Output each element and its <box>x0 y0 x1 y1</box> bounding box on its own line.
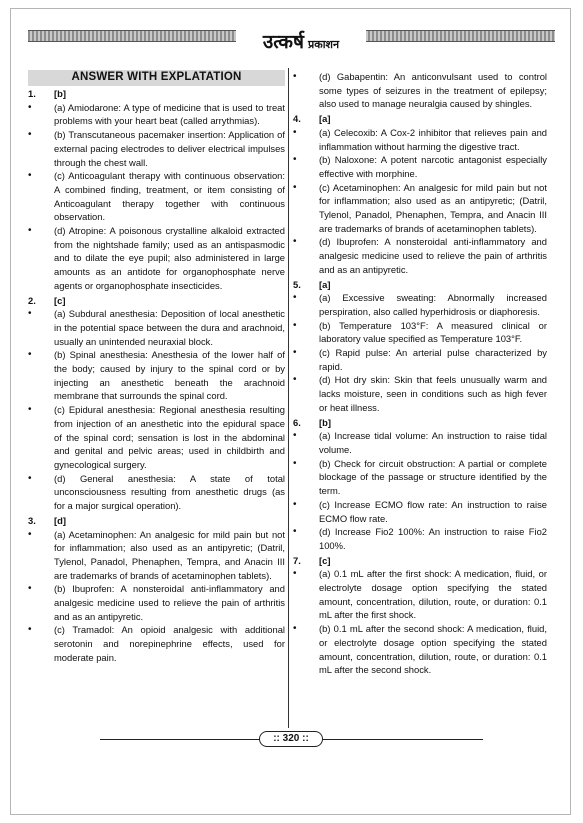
correct-answer: [a] <box>319 113 331 125</box>
bullet-icon: • <box>293 623 297 635</box>
option-text: (c) Tramadol: An opioid analgesic with additional serotonin and norepinephrine effects, used for moderate pain. <box>54 624 285 663</box>
option-text: (b) 0.1 mL after the second shock: A medication, fluid, or electrolyte dosage option specifying the stated amount, concentration, dilution, route, or duration: 0.1 mL after the second shock. <box>319 623 547 676</box>
answer-option <box>28 128 285 169</box>
answer-option <box>28 403 285 472</box>
answer-option <box>293 291 547 318</box>
question-answer <box>293 416 547 430</box>
bullet-icon: • <box>28 129 32 141</box>
option-text: (d) Atropine: A poisonous crystalline alkaloid extracted from the nightshade family; used as an antispasmodic and to dilate the eye pupil; also administered in large amounts as an antidote for organophosphate nerve agents or organophosphate insecticides. <box>54 225 285 291</box>
answer-option <box>293 498 547 525</box>
answer-option <box>28 582 285 623</box>
publisher-logo <box>236 18 366 52</box>
page-number: :: 320 :: <box>259 731 323 747</box>
answer-option <box>28 224 285 293</box>
answer-option <box>28 307 285 348</box>
bullet-icon: • <box>293 292 297 304</box>
option-text: (b) Spinal anesthesia: Anesthesia of the lower half of the body; caused by injury to the spinal cord or by injecting an anesthetic beneath the arachnoid membrane that surrounds the spinal cord. <box>54 349 285 402</box>
column-divider <box>288 68 289 728</box>
correct-answer: [b] <box>319 416 331 428</box>
bullet-icon: • <box>28 308 32 320</box>
option-text: (a) Increase tidal volume: An instruction to raise tidal volume. <box>319 430 547 455</box>
bullet-icon: • <box>28 170 32 182</box>
bullet-icon: • <box>293 126 297 138</box>
question-number: 4. <box>293 113 301 125</box>
bullet-icon: • <box>28 404 32 416</box>
option-text: (b) Naloxone: A potent narcotic antagonist especially effective with morphine. <box>319 154 547 179</box>
option-text: (a) Celecoxib: A Cox-2 inhibitor that relieves pain and inflammation without harming the digestive tract. <box>319 126 547 152</box>
option-text: (d) Increase Fio2 100%: An instruction to raise Fio2 100%. <box>319 526 547 551</box>
option-text: (b) Ibuprofen: A nonsteroidal anti-inflammatory and analgesic medicine used to relieve the pain of arthritis and as an antipyretic. <box>54 583 285 622</box>
question-number: 3. <box>28 514 36 526</box>
right-column <box>293 70 547 677</box>
option-text: (c) Epidural anesthesia: Regional anesthesia resulting from injection of an anesthetic into the epidural space of the spinal cord; sensation is lost in the abdominal and genital and pelvic areas; used in childbirth and gynecological surgery. <box>54 404 285 470</box>
answer-option <box>28 101 285 128</box>
option-text: (b) Transcutaneous pacemaker insertion: Application of external pacing electrodes to deliver electrical impulses through the chest wall. <box>54 129 285 168</box>
question-number: 1. <box>28 88 36 99</box>
continued-items <box>293 70 547 111</box>
answer-option <box>28 623 285 664</box>
option-text: (d) General anesthesia: A state of total unconsciousness resulting from anesthetic drugs (as for a major surgical operation). <box>54 472 285 512</box>
section-heading: ANSWER WITH EXPLATATION <box>28 70 285 86</box>
bullet-icon: • <box>293 430 297 442</box>
answer-option <box>293 346 547 373</box>
correct-answer: [a] <box>319 278 331 290</box>
right-answer-list <box>293 112 547 677</box>
answer-option <box>293 235 547 276</box>
bullet-icon: • <box>293 457 297 469</box>
question-number: 5. <box>293 278 301 290</box>
bullet-icon: • <box>28 583 32 595</box>
question-number: 2. <box>28 294 36 306</box>
option-text: (a) 0.1 mL after the first shock: A medication, fluid, or electrolyte dosage option specifying the stated amount, concentration, dilution, route, or duration: 0.1 mL after the first shock. <box>319 568 547 621</box>
correct-answer: [c] <box>54 294 66 306</box>
answer-option <box>28 528 285 583</box>
bullet-icon: • <box>293 347 297 359</box>
left-answer-list <box>28 87 285 665</box>
option-text: (a) Excessive sweating: Abnormally increased perspiration, also called hyperhidrosis or diaphoresis. <box>319 292 547 317</box>
option-text: (c) Increase ECMO flow rate: An instruction to raise ECMO flow rate. <box>319 498 547 524</box>
bullet-icon: • <box>293 568 297 580</box>
correct-answer: [b] <box>54 88 66 99</box>
answer-option <box>293 153 547 180</box>
bullet-icon: • <box>293 181 297 193</box>
answer-option <box>293 70 547 111</box>
option-text: (a) Amiodarone: A type of medicine that is used to treat problems with your heart beat (called arrythmias). <box>54 101 285 127</box>
option-text: (c) Anticoagulant therapy with continuous observation: A combined finding, treatment, or item consisting of Anticoagulant therapy together with continuous observation. <box>54 170 285 223</box>
option-text: (a) Subdural anesthesia: Deposition of local anesthetic in the potential space between the dura and arachnoid, usually an unintended neuraxial block. <box>54 308 285 347</box>
question-answer <box>293 278 547 292</box>
answer-option <box>293 126 547 153</box>
question-answer <box>28 514 285 528</box>
answer-option <box>293 457 547 498</box>
answer-option <box>28 348 285 403</box>
option-text: (d) Gabapentin: An anticonvulsant used to control some types of seizures in the treatment of epilepsy; also used to manage neuralgia caused by shingles. <box>319 71 547 110</box>
page-header <box>0 18 583 54</box>
question-answer <box>28 87 285 101</box>
option-text: (d) Ibuprofen: A nonsteroidal anti-inflammatory and analgesic medicine used to relieve the pain of arthritis and as an antipyretic. <box>319 236 547 275</box>
question-number: 6. <box>293 416 301 428</box>
answer-option <box>28 169 285 224</box>
option-text: (c) Rapid pulse: An arterial pulse characterized by rapid. <box>319 347 547 372</box>
answer-option <box>293 319 547 346</box>
question-answer <box>293 554 547 568</box>
answer-option <box>28 472 285 513</box>
option-text: (a) Acetaminophen: An analgesic for mild pain but not for inflammation; also used as an antipyretic; (Datril, Tylenol, Panadol, Phenaphen, Tempra, and Anacin III are trademarks of brands of acetaminophen tablets). <box>54 528 285 581</box>
left-column <box>28 70 285 665</box>
bullet-icon: • <box>293 526 297 538</box>
answer-option <box>293 373 547 414</box>
bullet-icon: • <box>28 349 32 361</box>
bullet-icon: • <box>293 154 297 166</box>
answer-option <box>293 525 547 552</box>
answer-option <box>293 181 547 236</box>
bullet-icon: • <box>28 528 32 540</box>
bullet-icon: • <box>28 101 32 113</box>
bullet-icon: • <box>293 498 297 510</box>
bullet-icon: • <box>28 624 32 636</box>
bullet-icon: • <box>293 71 297 82</box>
question-number: 7. <box>293 554 301 566</box>
option-text: (c) Acetaminophen: An analgesic for mild pain but not for inflammation; also used as an antipyretic; (Datril, Tylenol, Panadol, Phenaphen, Tempra, and Anacin III are trademarks of brands of acetaminophen tablets). <box>319 181 547 234</box>
question-answer <box>28 294 285 308</box>
brand-name: उत्कर्ष <box>262 31 304 53</box>
answer-option <box>293 622 547 677</box>
page-footer <box>100 733 483 747</box>
option-text: (d) Hot dry skin: Skin that feels unusually warm and lacks moisture, seen in conditions such as high fever or heat illness. <box>319 374 547 413</box>
bullet-icon: • <box>293 319 297 331</box>
correct-answer: [d] <box>54 514 66 526</box>
option-text: (b) Check for circuit obstruction: A partial or complete blockage of the passage or structure identified by the term. <box>319 457 547 497</box>
answer-option <box>293 429 547 456</box>
question-answer <box>293 112 547 126</box>
bullet-icon: • <box>293 236 297 248</box>
bullet-icon: • <box>293 374 297 386</box>
option-text: (b) Temperature 103°F: A measured clinical or laboratory value specified as Temperature 103°F. <box>319 319 547 345</box>
correct-answer: [c] <box>319 554 331 566</box>
bullet-icon: • <box>28 225 32 237</box>
answer-option <box>293 567 547 622</box>
bullet-icon: • <box>28 472 32 484</box>
brand-subtitle: प्रकाशन <box>307 37 340 51</box>
